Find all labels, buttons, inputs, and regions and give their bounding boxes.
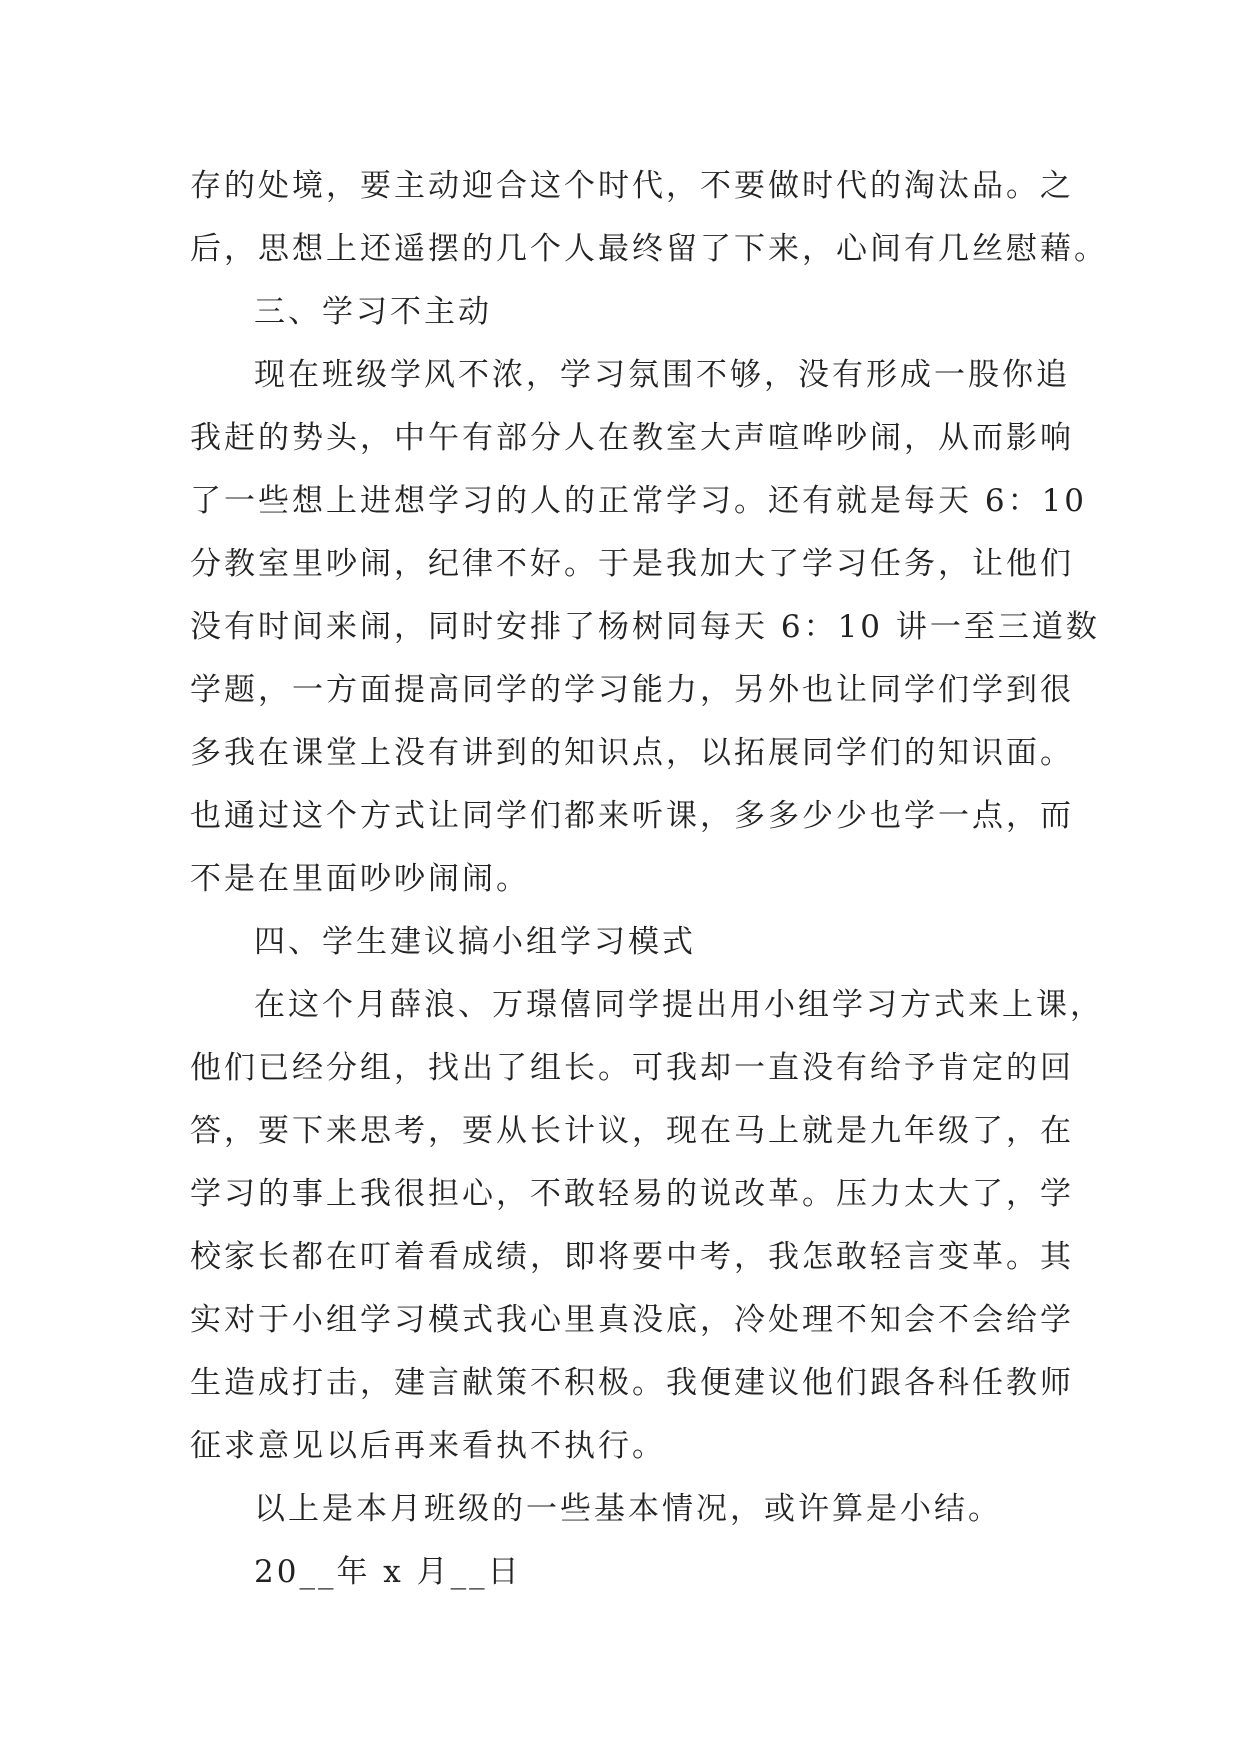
text-line: 不是在里面吵吵闹闹。 — [190, 861, 530, 897]
summary-line: 以上是本月班级的一些基本情况，或许算是小结。 — [254, 1491, 1002, 1527]
text-line: 多我在课堂上没有讲到的知识点，以拓展同学们的知识面。 — [190, 735, 1074, 771]
text-line: 存的处境，要主动迎合这个时代，不要做时代的淘汰品。之 — [190, 168, 1074, 204]
text-line: 没有时间来闹，同时安排了杨树同每天 6：10 讲一至三道数 — [190, 609, 1100, 645]
text-line: 实对于小组学习模式我心里真没底，冷处理不知会不会给学 — [190, 1302, 1074, 1338]
document-body — [190, 155, 1108, 1604]
text-line: 生造成打击，建言献策不积极。我便建议他们跟各科任教师 — [190, 1365, 1074, 1401]
date-line: 20__年 x 月__日 — [254, 1554, 522, 1590]
section-heading: 四、学生建议搞小组学习模式 — [254, 924, 696, 960]
section-heading: 三、学习不主动 — [254, 294, 492, 330]
text-line: 征求意见以后再来看执不执行。 — [190, 1428, 666, 1464]
text-line: 后，思想上还遥摆的几个人最终留了下来，心间有几丝慰藉。 — [190, 231, 1108, 267]
text-line: 他们已经分组，找出了组长。可我却一直没有给予肯定的回 — [190, 1050, 1074, 1086]
text-line: 我赶的势头，中午有部分人在教室大声喧哗吵闹，从而影响 — [190, 420, 1074, 456]
text-line: 答，要下来思考，要从长计议，现在马上就是九年级了，在 — [190, 1113, 1074, 1149]
paragraph-start: 现在班级学风不浓，学习氛围不够，没有形成一股你追 — [254, 357, 1070, 393]
text-line: 了一些想上进想学习的人的正常学习。还有就是每天 6：10 — [190, 483, 1088, 519]
text-line: 学习的事上我很担心，不敢轻易的说改革。压力太大了，学 — [190, 1176, 1074, 1212]
text-line: 也通过这个方式让同学们都来听课，多多少少也学一点，而 — [190, 798, 1074, 834]
paragraph-start: 在这个月薛浪、万璟僖同学提出用小组学习方式来上课， — [254, 987, 1104, 1023]
text-line: 校家长都在叮着看成绩，即将要中考，我怎敢轻言变革。其 — [190, 1239, 1074, 1275]
text-line: 学题，一方面提高同学的学习能力，另外也让同学们学到很 — [190, 672, 1074, 708]
text-line: 分教室里吵闹，纪律不好。于是我加大了学习任务，让他们 — [190, 546, 1074, 582]
